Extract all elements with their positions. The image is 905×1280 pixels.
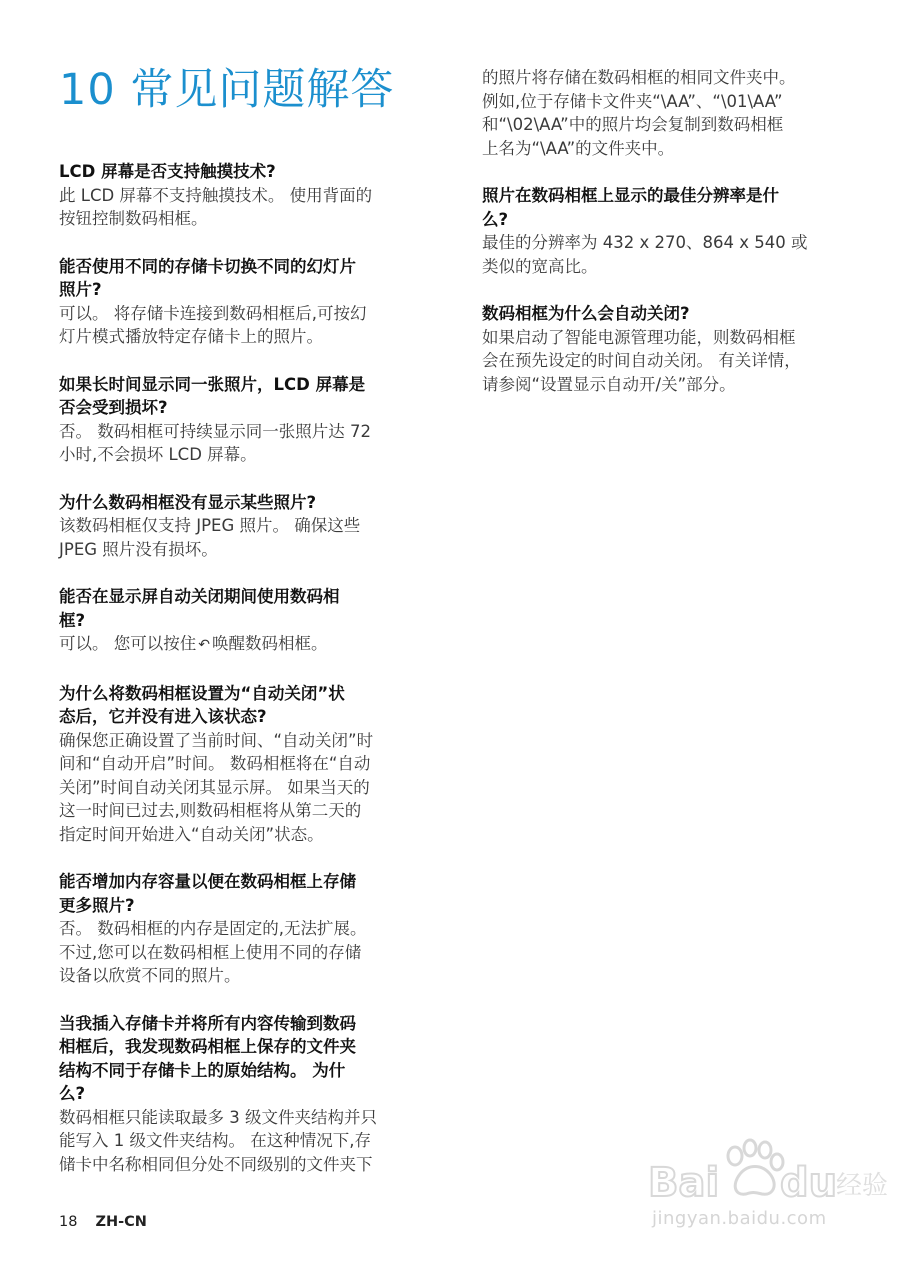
faq-answer (59, 632, 425, 658)
faq-question: 能否使用不同的存储卡切换不同的幻灯片 照片? (59, 256, 356, 299)
faq-item (482, 302, 842, 396)
faq-question: 如果长时间显示同一张照片，LCD 屏幕是 否会受到损坏? (59, 374, 366, 417)
faq-question: 照片在数码相框上显示的最佳分辨率是什 么? (482, 186, 779, 229)
faq-answer: 确保您正确设置了当前时间、“自动关闭”时 间和“自动开启”时间。 数码相框将在“自动 关闭”时间自动关闭其显示屏。 如果当天的 这一时间已过去,则数码相框将从第二天的 指定时间开始进入“自动关闭”状态。 (59, 730, 374, 844)
faq-item (59, 491, 425, 562)
faq-continued-text (482, 66, 842, 160)
back-icon: ↶ (198, 637, 210, 653)
faq-item (59, 1012, 425, 1177)
faq-answer-continued: 的照片将存储在数码相框的相同文件夹中。 例如,位于存储卡文件夹“\AA”、“\01\AA” 和“\02\AA”中的照片均会复制到数码相框 上名为“\AA”的文件夹中。 (482, 68, 796, 158)
faq-answer: 最佳的分辨率为 432 x 270、864 x 540 或 类似的宽高比。 (482, 233, 808, 276)
faq-question: 能否在显示屏自动关闭期间使用数码相 框? (59, 587, 340, 630)
faq-answer: 该数码相框仅支持 JPEG 照片。 确保这些 JPEG 照片没有损坏。 (59, 516, 361, 559)
faq-item (59, 373, 425, 467)
faq-answer: 否。 数码相框可持续显示同一张照片达 72 小时,不会损坏 LCD 屏幕。 (59, 421, 371, 464)
page-footer (59, 1214, 147, 1230)
page-title: 10 常见问题解答 (59, 65, 395, 115)
faq-question: LCD 屏幕是否支持触摸技术? (59, 162, 276, 181)
svg-text:Bai: Bai (648, 1160, 720, 1206)
faq-item (59, 255, 425, 349)
baidu-jingyan-logo-icon (640, 1138, 890, 1208)
faq-answer: 数码相框只能读取最多 3 级文件夹结构并只 能写入 1 级文件夹结构。 在这种情况下,存 储卡中名称相同但分处不同级别的文件夹下 (59, 1107, 377, 1174)
faq-item (59, 870, 425, 988)
faq-column-left (59, 160, 425, 1200)
faq-answer-text: 可以。 您可以按住 (59, 634, 197, 653)
page-number: 18 (59, 1214, 78, 1230)
faq-question: 为什么将数码相框设置为“自动关闭”状 态后，它并没有进入该状态? (59, 683, 345, 726)
faq-answer-text: 唤醒数码相框。 (211, 634, 328, 653)
faq-question: 能否增加内存容量以便在数码相框上存储 更多照片? (59, 872, 356, 915)
faq-answer: 否。 数码相框的内存是固定的,无法扩展。 不过,您可以在数码相框上使用不同的存储 设备以欣赏不同的照片。 (59, 919, 367, 985)
faq-item (59, 160, 425, 231)
faq-question: 数码相框为什么会自动关闭? (482, 304, 690, 323)
faq-answer: 此 LCD 屏幕不支持触摸技术。 使用背面的 按钮控制数码相框。 (59, 185, 373, 228)
svg-text:du: du (780, 1160, 838, 1206)
svg-text:经验: 经验 (836, 1171, 889, 1201)
faq-item (59, 682, 425, 847)
faq-item (59, 585, 425, 658)
language-code: ZH-CN (95, 1214, 147, 1230)
faq-item (482, 184, 842, 278)
baidu-watermark (640, 1138, 890, 1238)
faq-question: 当我插入存储卡并将所有内容传输到数码 相框后，我发现数码相框上保存的文件夹 结构不同于存储卡上的原始结构。 为什 么? (59, 1013, 356, 1103)
faq-answer: 如果启动了智能电源管理功能，则数码相框 会在预先设定的时间自动关闭。 有关详情， 请参阅“设置显示自动开/关”部分。 (482, 327, 801, 394)
faq-question: 为什么数码相框没有显示某些照片? (59, 492, 317, 512)
watermark-url: jingyan.baidu.com (652, 1208, 827, 1229)
faq-column-right (482, 66, 842, 420)
faq-answer: 可以。 将存储卡连接到数码相框后,可按幻 灯片模式播放特定存储卡上的照片。 (59, 303, 367, 346)
